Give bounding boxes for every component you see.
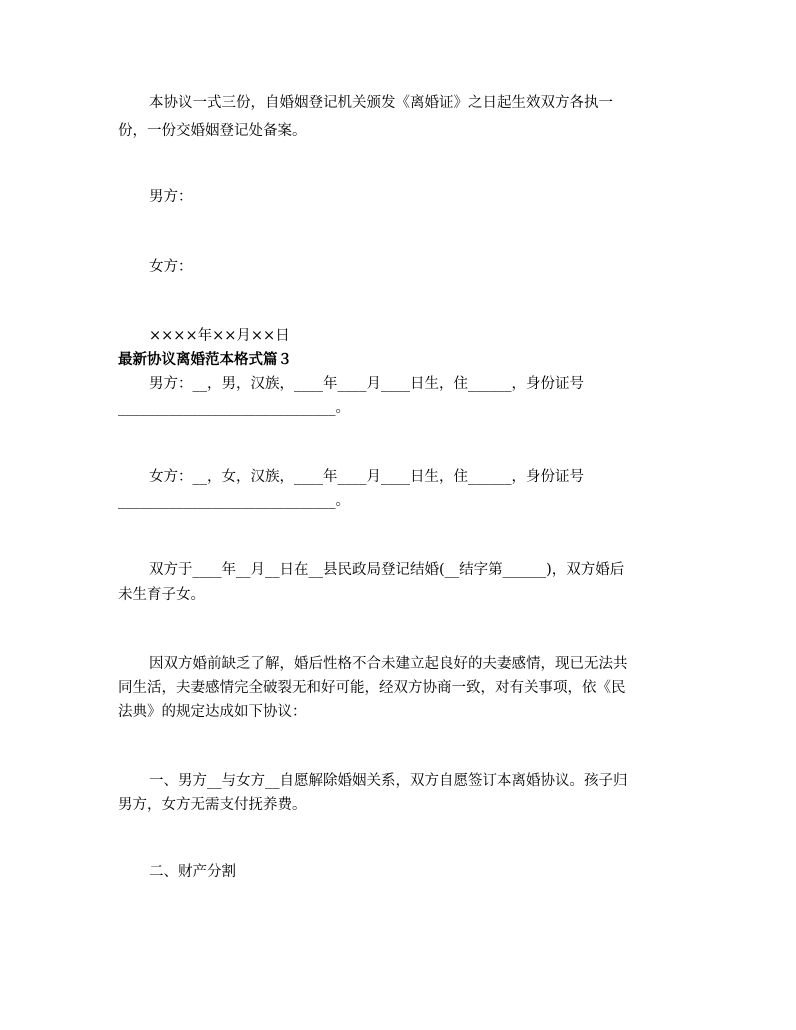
reason-line1: 因双方婚前缺乏了解，婚后性格不合未建立起良好的夫妻感情，现已无法共: [149, 656, 628, 672]
female-info-line1: 女方：__，女，汉族，____年____月____日生，住______，身份证号: [149, 469, 584, 485]
male-info-line2: ______________________________。: [118, 400, 350, 416]
female-signature-label: 女方：: [149, 259, 193, 275]
reason-line2: 同生活，夫妻感情完全破裂无和好可能，经双方协商一致，对有关事项，依《民: [118, 680, 626, 696]
date-line: ××××年××月××日: [149, 328, 290, 344]
female-info-line2: ______________________________。: [118, 493, 350, 509]
male-info-line1: 男方：__，男，汉族，____年____月____日生，住______，身份证号: [149, 376, 584, 392]
male-signature-label: 男方：: [149, 189, 193, 205]
marriage-line1: 双方于____年__月__日在__县民政局登记结婚(__结字第______)，双方婚后: [149, 562, 625, 578]
marriage-line2: 未生育子女。: [118, 587, 205, 603]
item2-heading: 二、财产分割: [149, 864, 236, 880]
para1-line1: 本协议一式三份，自婚姻登记机关颁发《离婚证》之日起生效双方各执一: [149, 95, 613, 111]
reason-line3: 法典》的规定达成如下协议：: [118, 704, 307, 720]
item1-line2: 男方，女方无需支付抚养费。: [118, 797, 307, 813]
item1-line1: 一、男方__与女方__自愿解除婚姻关系，双方自愿签订本离婚协议。孩子归: [149, 773, 628, 789]
para1-line2: 份，一份交婚姻登记处备案。: [118, 123, 307, 139]
section-heading: 最新协议离婚范本格式篇３: [118, 351, 292, 368]
